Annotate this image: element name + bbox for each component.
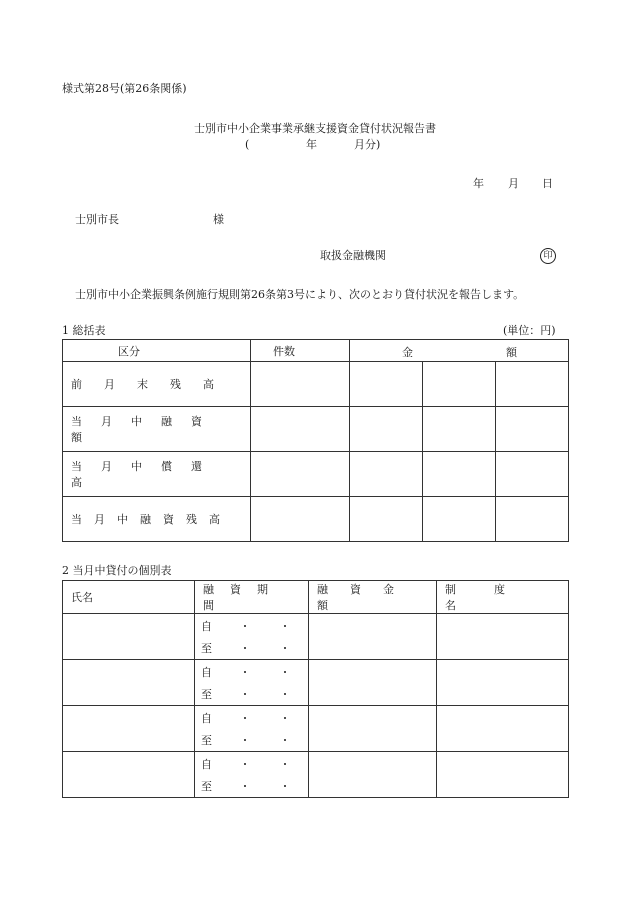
program-name-cell[interactable] [437, 614, 569, 660]
header-program-name: 制度名 [437, 581, 569, 614]
period-cell[interactable]: 自 ・ ・ 至 ・ ・ [195, 752, 309, 798]
header-name: 氏名 [63, 581, 195, 614]
row-label: 当月中融資額 [63, 407, 251, 452]
detail-table [62, 580, 569, 798]
honorific: 様 [213, 213, 224, 226]
count-cell[interactable] [251, 497, 350, 542]
body-text: 士別市中小企業振興条例施行規則第26条第3号により、次のとおり貸付状況を報告します。 [75, 288, 525, 301]
period-cell[interactable]: 自 ・ ・ 至 ・ ・ [195, 660, 309, 706]
amount-cell[interactable] [350, 407, 423, 452]
loan-amount-cell[interactable] [309, 660, 437, 706]
amount-cell[interactable] [423, 497, 496, 542]
amount-cell[interactable] [350, 452, 423, 497]
amount-cell[interactable] [496, 362, 569, 407]
count-cell[interactable] [251, 362, 350, 407]
table-row [63, 660, 569, 706]
institution-label: 取扱金融機関 [320, 249, 386, 262]
seal-mark: 印 [540, 248, 556, 264]
header-loan-amount: 融資金額 [309, 581, 437, 614]
program-name-cell[interactable] [437, 706, 569, 752]
header-amount: 金 額 [350, 340, 569, 362]
table-row [63, 362, 569, 407]
row-label: 当月中償還高 [63, 452, 251, 497]
amount-cell[interactable] [423, 452, 496, 497]
name-cell[interactable] [63, 752, 195, 798]
header-count: 件数 [251, 340, 350, 362]
date-year: 年 [473, 177, 484, 190]
table-row [63, 497, 569, 542]
period-cell[interactable]: 自 ・ ・ 至 ・ ・ [195, 614, 309, 660]
table-row [63, 452, 569, 497]
loan-amount-cell[interactable] [309, 706, 437, 752]
addressee: 士別市長 [75, 213, 119, 226]
row-label: 前月末残高 [63, 362, 251, 407]
form-number: 様式第28号(第26条関係) [62, 82, 187, 95]
period-year: 年 [306, 138, 317, 151]
period-open: ( [245, 138, 250, 151]
program-name-cell[interactable] [437, 752, 569, 798]
loan-amount-cell[interactable] [309, 614, 437, 660]
loan-amount-cell[interactable] [309, 752, 437, 798]
section1-title: 1 総括表 [62, 324, 106, 337]
amount-cell[interactable] [350, 497, 423, 542]
row-label: 当月中融資残高 [63, 497, 251, 542]
table-row [63, 407, 569, 452]
count-cell[interactable] [251, 452, 350, 497]
name-cell[interactable] [63, 660, 195, 706]
name-cell[interactable] [63, 706, 195, 752]
table-row [63, 706, 569, 752]
amount-cell[interactable] [350, 362, 423, 407]
table-row [63, 614, 569, 660]
unit-label: (単位：円) [503, 324, 556, 337]
amount-cell[interactable] [423, 362, 496, 407]
table-row [63, 752, 569, 798]
count-cell[interactable] [251, 407, 350, 452]
program-name-cell[interactable] [437, 660, 569, 706]
amount-cell[interactable] [496, 497, 569, 542]
section2-title: 2 当月中貸付の個別表 [62, 564, 172, 577]
period-cell[interactable]: 自 ・ ・ 至 ・ ・ [195, 706, 309, 752]
header-period: 融資期間 [195, 581, 309, 614]
date-day: 日 [542, 177, 553, 190]
summary-table [62, 339, 569, 542]
amount-cell[interactable] [496, 407, 569, 452]
date-month: 月 [508, 177, 519, 190]
page-title: 士別市中小企業事業承継支援資金貸付状況報告書 [194, 122, 436, 135]
amount-cell[interactable] [423, 407, 496, 452]
period-month: 月分) [354, 138, 381, 151]
name-cell[interactable] [63, 614, 195, 660]
amount-cell[interactable] [496, 452, 569, 497]
header-category: 区分 [63, 340, 251, 362]
